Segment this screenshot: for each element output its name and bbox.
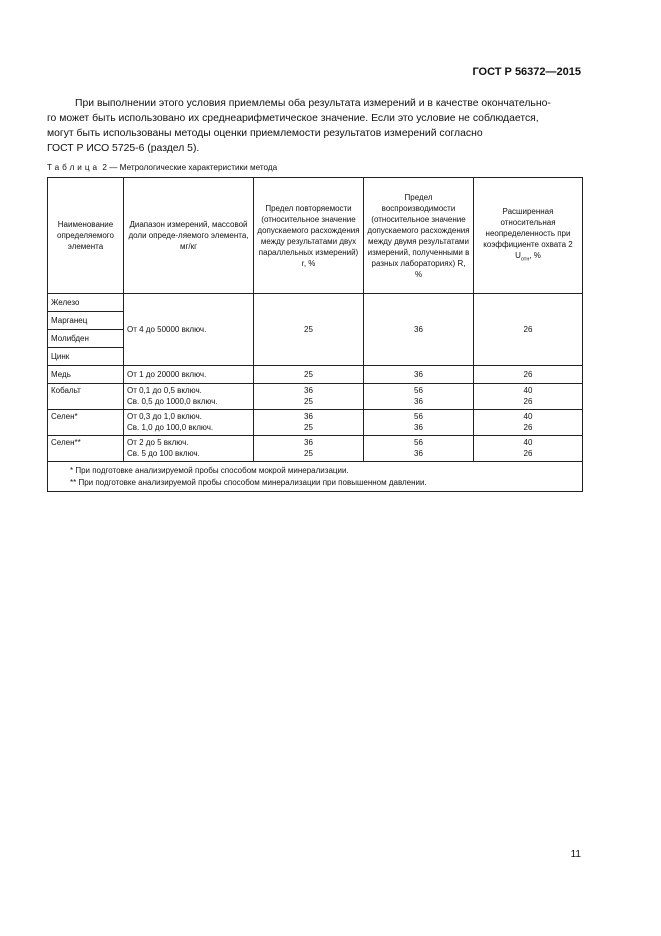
uncertainty-cell: 26 [474,366,583,384]
table-header-row [48,178,583,294]
reproducibility-cell: 36 [364,366,474,384]
range-cell: От 2 до 5 включ. Св. 5 до 100 включ. [124,436,254,462]
element-name: Селен* [48,410,124,436]
element-name: Селен** [48,436,124,462]
range-cell: От 0,1 до 0,5 включ. Св. 0,5 до 1000,0 включ. [124,384,254,410]
reproducibility-cell: 56 36 [364,436,474,462]
table-footnote-row [48,462,583,492]
footnote: * При подготовке анализируемой пробы способом мокрой минерализации. [70,466,349,475]
element-name: Кобальт [48,384,124,410]
document-number: ГОСТ Р 56372—2015 [472,66,581,78]
element-name: Марганец [48,312,124,330]
uncertainty-cell: 26 [474,294,583,366]
header-range: Диапазон измерений, массовой доли опреде-ляемого элемента, мг/кг [124,178,254,294]
reproducibility-cell: 56 36 [364,384,474,410]
table-row [48,410,583,436]
table-row [48,384,583,410]
table-caption-word: Таблица [47,163,101,172]
header-element-name: Наименование определяемого элемента [48,178,124,294]
repeatability-cell: 36 25 [254,436,364,462]
repeatability-cell: 36 25 [254,384,364,410]
paragraph-line: ГОСТ Р ИСО 5725-6 (раздел 5). [47,143,200,154]
table-footnotes [48,462,583,492]
element-name: Молибден [48,330,124,348]
table-row [48,294,583,312]
element-name: Медь [48,366,124,384]
metrology-table [47,177,583,492]
paragraph-line: При выполнении этого условия приемлемы оба результата измерений и в качестве окончательно- [75,98,551,109]
repeatability-cell: 25 [254,294,364,366]
repeatability-cell: 36 25 [254,410,364,436]
reproducibility-cell: 36 [364,294,474,366]
header-uncertainty: Расширенная относительная неопределенность при коэффициенте охвата 2 $U_{отн}$, % [474,178,583,294]
range-cell: От 1 до 20000 включ. [124,366,254,384]
paragraph-line: го может быть использовано их среднеарифметическое значение. Если это условие не соблюдается, [47,113,539,124]
table-row [48,366,583,384]
range-cell: От 0,3 до 1,0 включ. Св. 1,0 до 100,0 включ. [124,410,254,436]
header-reproducibility: Предел воспроизводимости (относительное значение допускаемого расхождения между двумя результатами измерений, полученными в разных лабораториях) R, % [364,178,474,294]
table-caption [47,163,277,172]
reproducibility-cell: 56 36 [364,410,474,436]
table-row [48,436,583,462]
repeatability-cell: 25 [254,366,364,384]
paragraph-line: могут быть использованы методы оценки приемлемости результатов измерений согласно [47,128,483,139]
uncertainty-cell: 40 26 [474,384,583,410]
table-caption-title: 2 — Метрологические характеристики метода [102,163,278,172]
element-name: Железо [48,294,124,312]
element-name: Цинк [48,348,124,366]
range-cell: От 4 до 50000 включ. [124,294,254,366]
uncertainty-cell: 40 26 [474,436,583,462]
body-paragraph [47,96,581,156]
page-number: 11 [570,849,581,860]
header-repeatability: Предел повторяемости (относительное значение допускаемого расхождения между результатами двух параллельных измерений) r, % [254,178,364,294]
uncertainty-cell: 40 26 [474,410,583,436]
footnote: ** При подготовке анализируемой пробы способом минерализации при повышенном давлении. [70,478,427,487]
